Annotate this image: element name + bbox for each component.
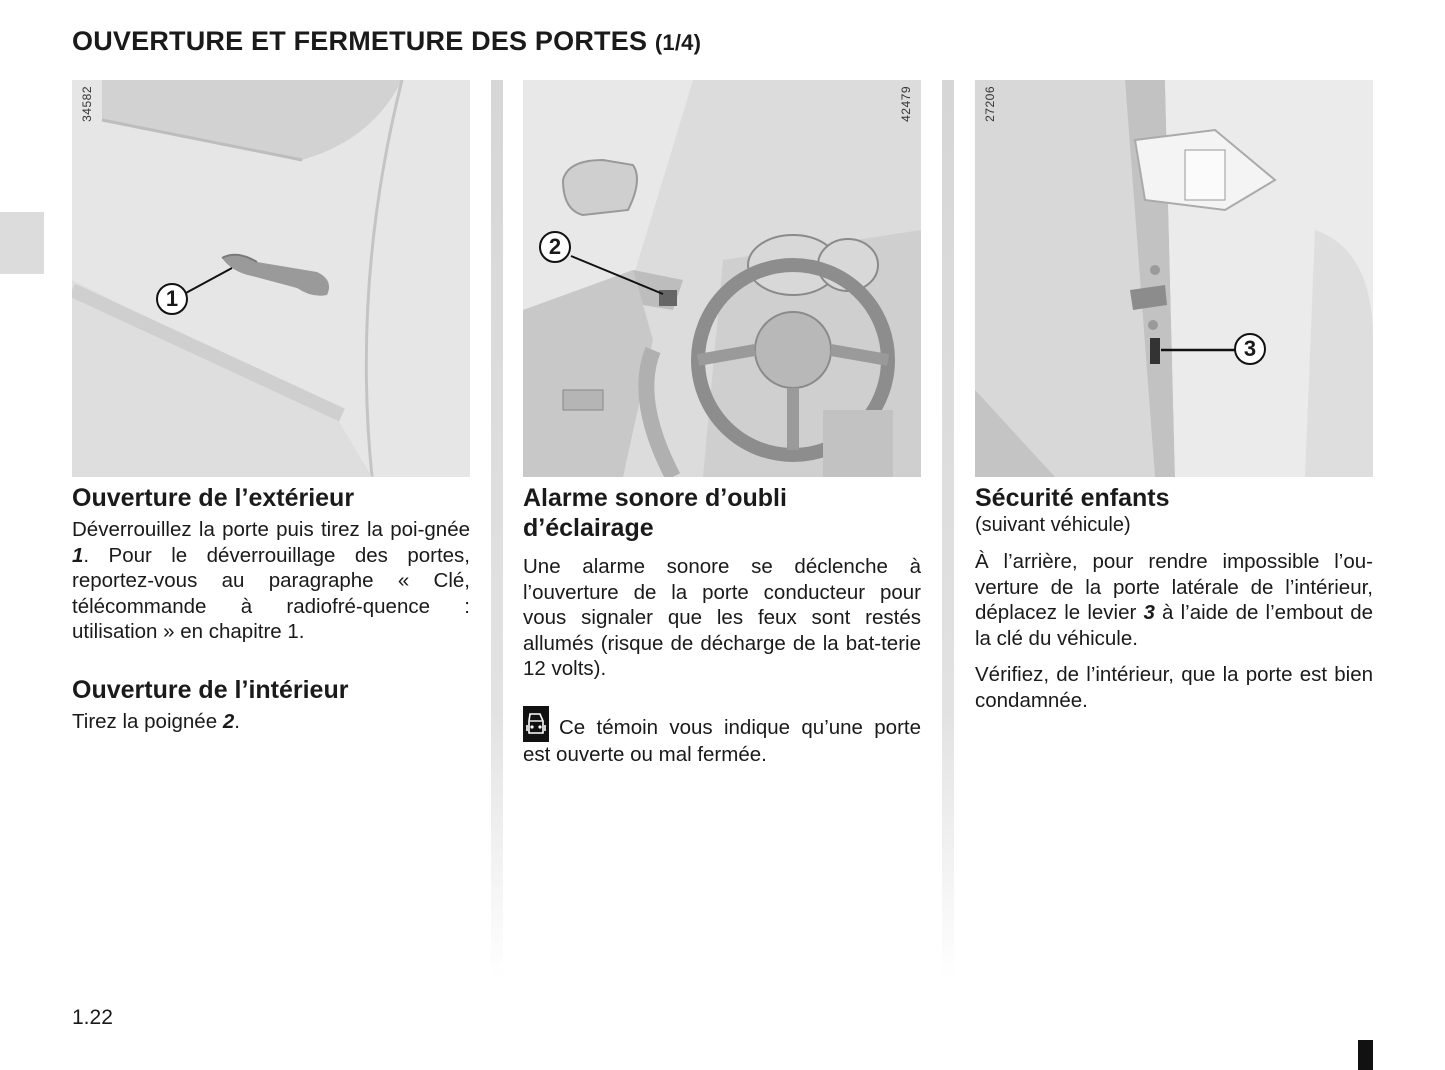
- column-child-safety: [975, 80, 1373, 713]
- paragraph-light-alarm: Une alarme sonore se déclenche à l’ouverture de la porte conducteur pour vous signaler que les feux sont restés allumés (risque de décharge de la bat-terie 12 volts).: [523, 555, 921, 680]
- page-number: 1.22: [72, 1006, 113, 1029]
- door-exterior-illustration: [72, 80, 470, 477]
- heading-light-alarm: Alarme sonore d’oubli d’éclairage: [523, 484, 787, 542]
- callout-1: 1: [156, 283, 188, 315]
- column-divider: [942, 80, 954, 980]
- heading-interior-opening: Ouverture de l’intérieur: [72, 675, 349, 704]
- paragraph-child-safety: À l’arrière, pour rendre impossible l’ou-verture de la porte latérale de l’intérieur, déplacez le levier 3 à l’aide de l’embout de la clé du véhicule.: [975, 550, 1373, 650]
- figure-child-lock: [975, 80, 1373, 477]
- paragraph-verify-locked: Vérifiez, de l’intérieur, que la porte est bien condamnée.: [975, 663, 1373, 712]
- paragraph-exterior-opening: Déverrouillez la porte puis tirez la poi-gnée 1. Pour le déverrouillage des portes, reportez-vous au paragraphe « Clé, télécommande à radiofré-quence : utilisation » en chapitre 1.: [72, 518, 470, 643]
- note-depending-vehicle: (suivant véhicule): [975, 514, 1131, 536]
- door-open-warning-icon: [523, 706, 549, 742]
- figure-door-exterior-handle: [72, 80, 470, 477]
- heading-exterior-opening: Ouverture de l’extérieur: [72, 484, 355, 512]
- page-part: (1/4): [654, 30, 702, 55]
- page-title: OUVERTURE ET FERMETURE DES PORTES (1/4): [72, 26, 702, 56]
- figure-reference: 34582: [80, 86, 94, 122]
- figure-dashboard-interior: [523, 80, 921, 477]
- paragraph-interior-opening: Tirez la poignée 2.: [72, 709, 240, 733]
- heading-child-safety: Sécurité enfants: [975, 484, 1170, 512]
- figure-reference: 42479: [899, 86, 913, 122]
- column-light-alarm: [523, 80, 921, 767]
- callout-2: 2: [539, 231, 571, 263]
- column-exterior-opening: [72, 80, 470, 734]
- figure-reference: 27206: [983, 86, 997, 122]
- child-lock-illustration: [975, 80, 1373, 477]
- chapter-tab: [0, 212, 44, 274]
- paragraph-door-warning: Ce témoin vous indique qu’une porte est ouverte ou mal fermée.: [523, 706, 921, 768]
- page-corner-mark: [1358, 1040, 1373, 1070]
- callout-3: 3: [1234, 333, 1266, 365]
- column-divider: [491, 80, 503, 980]
- dashboard-illustration: [523, 80, 921, 477]
